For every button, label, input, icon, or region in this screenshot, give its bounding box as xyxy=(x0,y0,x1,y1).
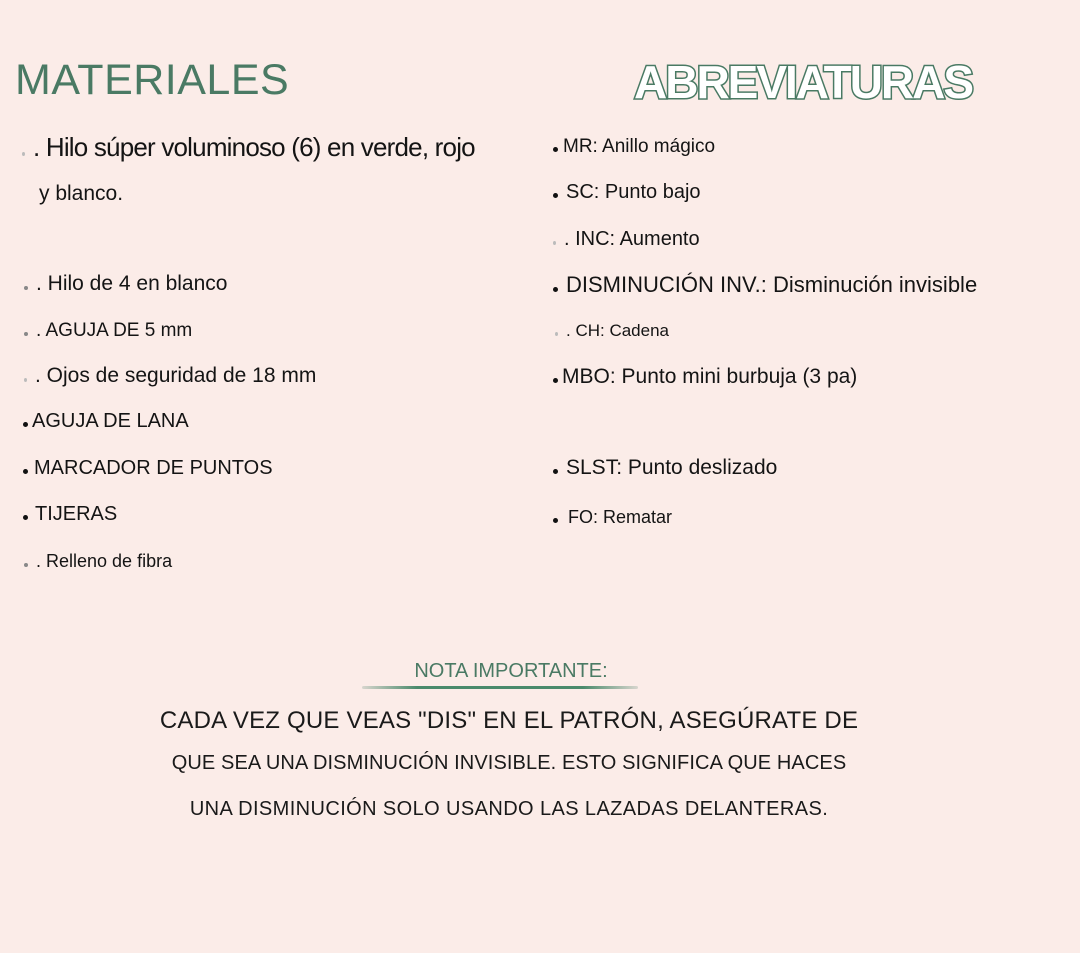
list-item xyxy=(24,320,192,342)
list-item xyxy=(553,136,715,158)
bullet-icon xyxy=(24,286,28,290)
item-label: . Hilo de 4 en blanco xyxy=(36,272,228,295)
item-label: . CH: Cadena xyxy=(566,321,669,340)
bullet-icon xyxy=(553,147,558,152)
item-continuation: y blanco. xyxy=(39,182,124,205)
nota-line-3: UNA DISMINUCIÓN SOLO USANDO LAS LAZADAS DELANTERAS. xyxy=(189,798,829,820)
item-label: SC: Punto bajo xyxy=(566,181,701,203)
list-item xyxy=(23,457,273,480)
bullet-icon xyxy=(553,518,558,523)
item-label: . Hilo súper voluminoso (6) en verde, rojo xyxy=(33,132,475,162)
list-item xyxy=(24,272,227,296)
bullet-icon xyxy=(24,332,28,336)
bullet-icon xyxy=(555,332,558,336)
nota-underline xyxy=(362,686,638,689)
list-item xyxy=(553,507,672,528)
list-item xyxy=(555,321,669,341)
item-label: . Ojos de seguridad de 18 mm xyxy=(35,364,317,387)
bullet-icon xyxy=(24,378,27,382)
item-label: MARCADOR DE PUNTOS xyxy=(34,457,273,479)
bullet-icon xyxy=(23,469,28,474)
list-item xyxy=(22,132,475,163)
item-label: MR: Anillo mágico xyxy=(563,136,716,157)
nota-line-2: QUE SEA UNA DISMINUCIÓN INVISIBLE. ESTO SIGNIFICA QUE HACES xyxy=(171,752,847,774)
list-item xyxy=(23,410,189,433)
bullet-icon xyxy=(23,515,28,520)
list-item xyxy=(553,456,777,480)
bullet-icon xyxy=(553,241,556,245)
nota-heading: NOTA IMPORTANTE: xyxy=(414,660,608,682)
list-item xyxy=(23,503,117,526)
bullet-icon xyxy=(553,193,558,198)
bullet-icon xyxy=(23,422,28,427)
materiales-heading: MATERIALES xyxy=(15,56,290,104)
bullet-icon xyxy=(24,563,28,567)
list-item xyxy=(553,181,701,204)
item-label: . Relleno de fibra xyxy=(36,551,173,571)
abreviaturas-heading: ABREVIATURAS xyxy=(634,56,973,108)
item-label: SLST: Punto deslizado xyxy=(566,456,778,479)
nota-line-1: CADA VEZ QUE VEAS "DIS" EN EL PATRÓN, ASEGÚRATE DE xyxy=(159,707,859,734)
item-label: FO: Rematar xyxy=(568,507,673,527)
list-item xyxy=(553,228,700,251)
list-item xyxy=(553,365,857,389)
bullet-icon xyxy=(553,287,558,292)
bullet-icon xyxy=(22,152,25,156)
bullet-icon xyxy=(553,378,558,383)
item-label: . INC: Aumento xyxy=(564,228,700,250)
list-item xyxy=(24,364,316,388)
item-label: AGUJA DE LANA xyxy=(32,410,189,432)
item-label: DISMINUCIÓN INV.: Disminución invisible xyxy=(566,272,978,297)
list-item xyxy=(553,272,977,298)
bullet-icon xyxy=(553,469,558,474)
item-label: TIJERAS xyxy=(35,503,118,525)
item-label: MBO: Punto mini burbuja (3 pa) xyxy=(562,365,858,388)
item-label: . AGUJA DE 5 mm xyxy=(36,320,193,341)
list-item xyxy=(24,551,172,572)
